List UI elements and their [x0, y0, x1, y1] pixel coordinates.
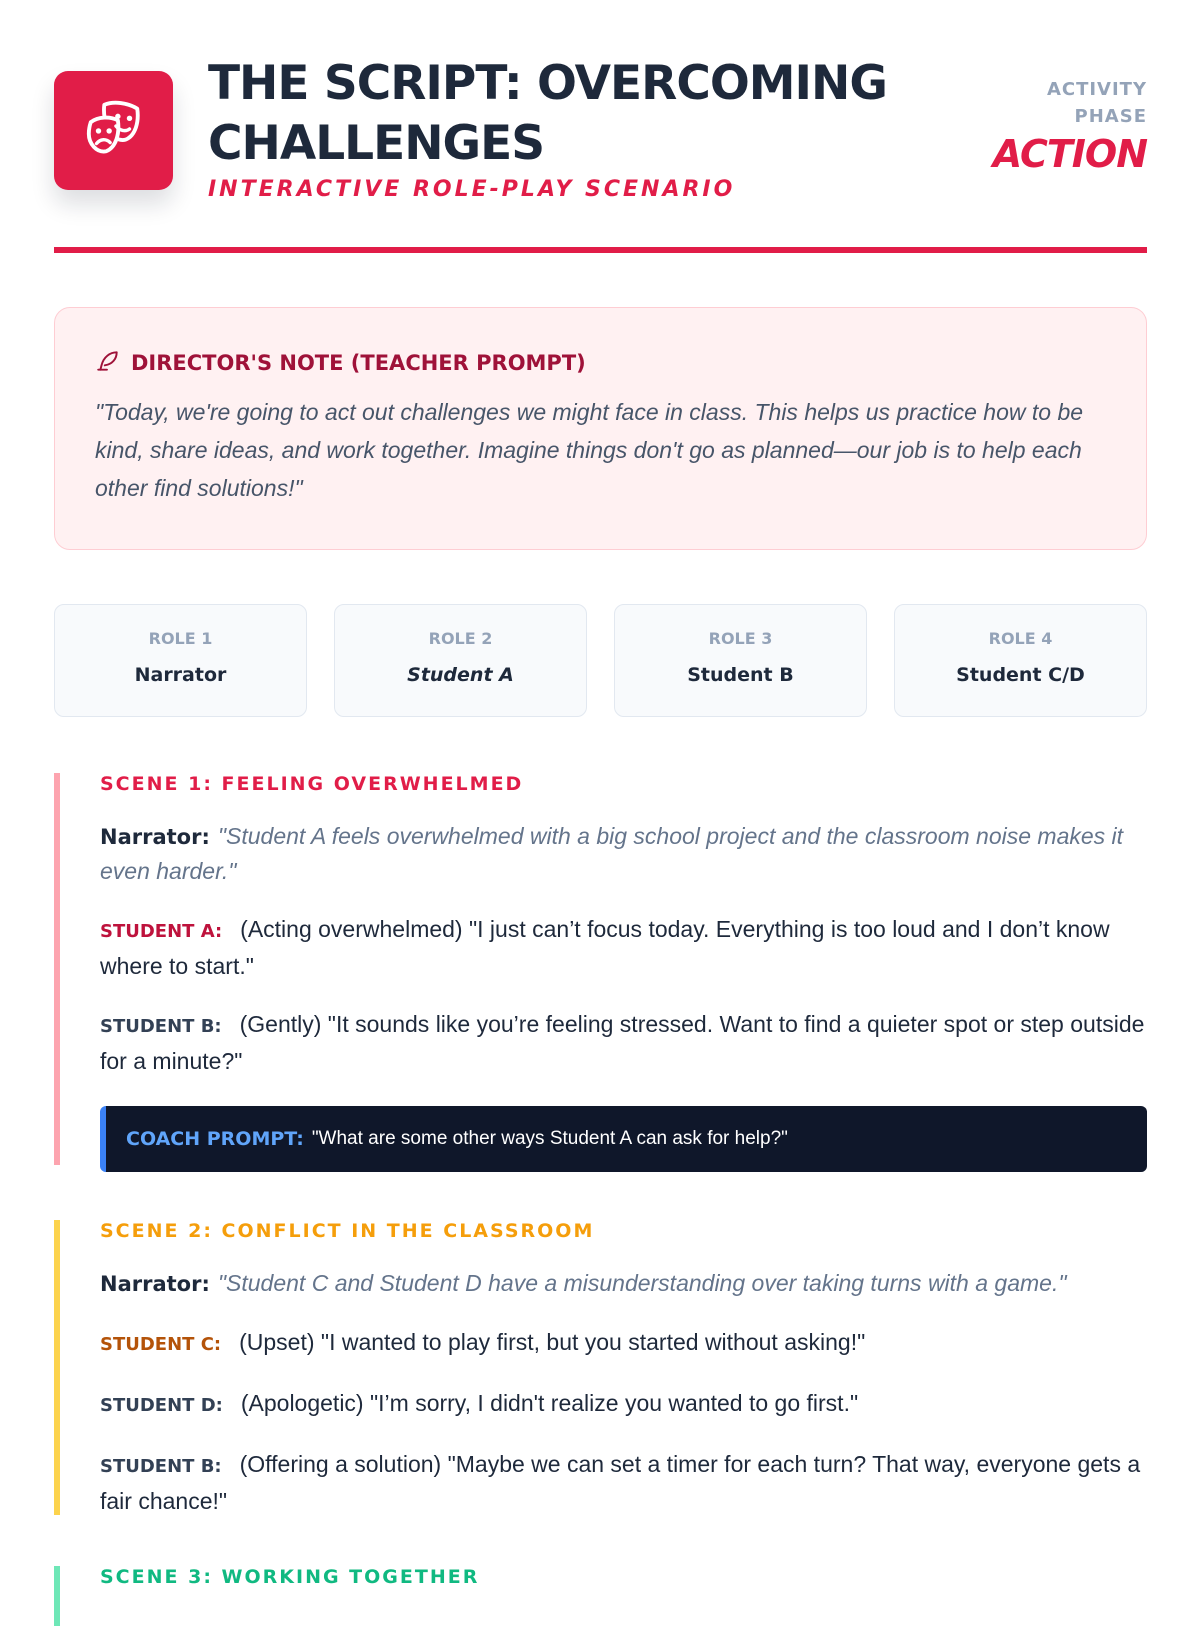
speaker-label: Narrator: [100, 825, 210, 849]
scene-accent-bar [54, 1220, 60, 1515]
role-label: ROLE 2 [428, 629, 493, 648]
dialogue-text: (Acting overwhelmed) "I just can’t focus today. Everything is too loud and I don’t know where to start." [100, 916, 1110, 979]
dialogue-line [100, 1325, 1147, 1362]
speaker-label: STUDENT D: [100, 1395, 223, 1416]
coach-prompt [100, 1106, 1147, 1172]
role-name: Student A [407, 664, 514, 686]
header-divider [54, 247, 1147, 253]
coach-prompt-text: "What are some other ways Student A can ask for help?" [311, 1128, 788, 1149]
dialogue-line [100, 1447, 1147, 1518]
directors-note-title: DIRECTOR'S NOTE (TEACHER PROMPT) [131, 351, 586, 375]
role-card-4 [894, 604, 1147, 717]
role-label: ROLE 3 [708, 629, 773, 648]
page-title: THE SCRIPT: OVERCOMING CHALLENGES [208, 56, 887, 171]
dialogue-line [100, 912, 1147, 983]
narrator-line [100, 819, 1147, 888]
speaker-label: STUDENT B: [100, 1456, 222, 1477]
script-page [54, 0, 1147, 1600]
role-card-3 [614, 604, 867, 717]
dialogue-text: (Apologetic) "I’m sorry, I didn't realize you wanted to go first." [240, 1390, 859, 1416]
role-name: Student B [687, 664, 794, 686]
role-name: Student C/D [956, 664, 1085, 686]
directors-note-card [54, 307, 1147, 550]
activity-phase-label: ACTIVITY PHASE [1046, 79, 1147, 127]
narrator-line [100, 1266, 1147, 1301]
role-label: ROLE 4 [988, 629, 1053, 648]
feather-pen-icon [95, 348, 121, 379]
narrator-text: "Student C and Student D have a misunderstanding over taking turns with a game." [217, 1270, 1067, 1296]
scene-title: SCENE 1: FEELING OVERWHELMED [100, 773, 524, 795]
scene-accent-bar [54, 773, 60, 1165]
scene-2 [54, 1220, 1147, 1515]
activity-phase-value: ACTION [992, 132, 1147, 176]
speaker-label: STUDENT A: [100, 921, 223, 942]
role-card-2 [334, 604, 587, 717]
role-cards [54, 604, 1147, 717]
dialogue-line [100, 1007, 1147, 1078]
scene-accent-bar [54, 1566, 60, 1626]
role-card-1 [54, 604, 307, 717]
dialogue-text: (Gently) "It sounds like you’re feeling stressed. Want to find a quieter spot or step outside for a minute?" [100, 1011, 1145, 1074]
dialogue-line [100, 1386, 1147, 1423]
scene-title: SCENE 2: CONFLICT IN THE CLASSROOM [100, 1220, 595, 1242]
speaker-label: STUDENT C: [100, 1334, 222, 1355]
page-subtitle: INTERACTIVE ROLE-PLAY SCENARIO [208, 177, 736, 202]
role-label: ROLE 1 [148, 629, 213, 648]
speaker-label: STUDENT B: [100, 1016, 222, 1037]
coach-prompt-label: COACH PROMPT: [126, 1128, 304, 1150]
narrator-text: "Student A feels overwhelmed with a big school project and the classroom noise makes it even harder." [100, 823, 1124, 884]
speaker-label: Narrator: [100, 1272, 210, 1296]
scene-3 [54, 1566, 1147, 1626]
scene-title: SCENE 3: WORKING TOGETHER [100, 1566, 480, 1588]
logo-badge [54, 71, 173, 190]
theater-masks-icon [83, 97, 145, 164]
dialogue-text: (Upset) "I wanted to play first, but you started without asking!" [239, 1329, 866, 1355]
scene-1 [54, 773, 1147, 1165]
directors-note-header [95, 348, 1106, 378]
dialogue-text: (Offering a solution) "Maybe we can set a timer for each turn? That way, everyone gets a fair chance!" [100, 1451, 1141, 1514]
role-name: Narrator [134, 664, 227, 686]
directors-note-body: "Today, we're going to act out challenges we might face in class. This helps us practice how to be kind, share ideas, and work together. Imagine things don't go as planned—our job is to help each other find solutions!" [95, 399, 1084, 501]
